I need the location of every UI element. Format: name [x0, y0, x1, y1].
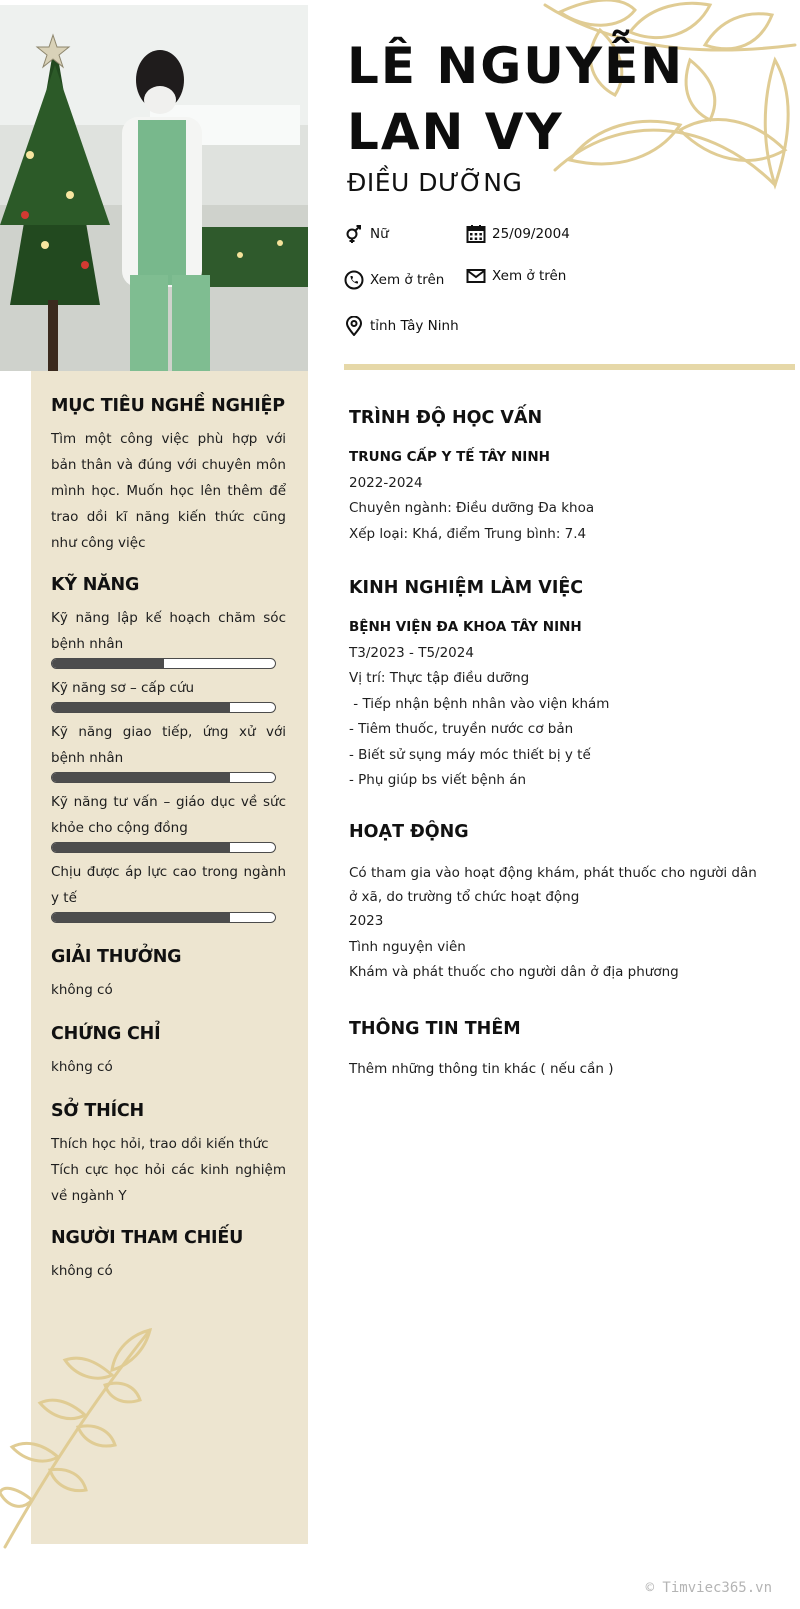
activities-year: 2023 [349, 913, 384, 929]
experience-duty: - Tiếp nhận bệnh nhân vào viện khám [349, 695, 610, 712]
email-icon [466, 266, 486, 286]
phone-info [344, 270, 444, 290]
objective-title: MỤC TIÊU NGHỀ NGHIỆP [51, 396, 285, 416]
email-info [466, 266, 566, 286]
skill-item [51, 789, 286, 853]
gender-text: Nữ [370, 226, 389, 242]
location-pin-icon [344, 316, 364, 336]
skill-bar [51, 658, 276, 669]
hobbies-line-1: Thích học hỏi, trao dồi kiến thức [51, 1136, 269, 1152]
sidebar-content [51, 371, 286, 1284]
skills-title: KỸ NĂNG [51, 575, 140, 595]
experience-title: KINH NGHIỆM LÀM VIỆC [349, 578, 584, 598]
dob-text: 25/09/2004 [492, 226, 570, 242]
skill-name: Kỹ năng sơ – cấp cứu [51, 680, 195, 696]
skill-name: Chịu được áp lực cao trong ngành y tế [51, 864, 286, 906]
experience-duty: - Phụ giúp bs viết bệnh án [349, 772, 527, 788]
references-text: không có [51, 1263, 113, 1279]
skill-name: Kỹ năng tư vấn – giáo dục về sức khỏe cho cộng đồng [51, 794, 286, 836]
activities-title: HOẠT ĐỘNG [349, 822, 469, 842]
dob-info [466, 224, 570, 244]
skill-name: Kỹ năng giao tiếp, ứng xử với bệnh nhân [51, 724, 286, 766]
skills-list [51, 605, 286, 923]
skill-bar-fill [52, 773, 230, 782]
address-info [344, 316, 459, 336]
phone-text: Xem ở trên [370, 272, 445, 288]
address-text: tỉnh Tây Ninh [370, 318, 459, 334]
gender-icon [344, 224, 364, 244]
skill-bar [51, 702, 276, 713]
activities-block [349, 861, 759, 986]
extra-text: Thêm những thông tin khác ( nếu cần ) [349, 1061, 614, 1077]
experience-company: BỆNH VIỆN ĐA KHOA TÂY NINH [349, 619, 582, 635]
experience-duty: - Tiêm thuốc, truyền nước cơ bản [349, 721, 574, 737]
education-title: TRÌNH ĐỘ HỌC VẤN [349, 408, 543, 428]
education-block [349, 445, 769, 547]
extra-title: THÔNG TIN THÊM [349, 1019, 521, 1039]
skill-bar [51, 772, 276, 783]
education-major: Chuyên ngành: Điều dưỡng Đa khoa [349, 500, 595, 516]
awards-text: không có [51, 982, 113, 998]
activities-detail: Khám và phát thuốc cho người dân ở địa phương [349, 964, 679, 980]
profile-photo [0, 5, 308, 371]
job-role: ĐIỀU DƯỠNG [347, 168, 523, 197]
skill-bar-fill [52, 659, 164, 668]
experience-block [349, 615, 769, 794]
objective-text: Tìm một công việc phù hợp với bản thân và đúng với chuyên môn mình học. Muốn học lên thêm để trao dồi kĩ năng kiến thức cũng như công việc [51, 431, 286, 551]
candidate-name [347, 33, 684, 165]
hobbies-title: SỞ THÍCH [51, 1101, 144, 1121]
email-text: Xem ở trên [492, 268, 567, 284]
header-divider [344, 364, 795, 370]
skill-item [51, 719, 286, 783]
skill-bar [51, 842, 276, 853]
awards-title: GIẢI THƯỞNG [51, 947, 182, 967]
education-grade: Xếp loại: Khá, điểm Trung bình: 7.4 [349, 525, 587, 542]
certificates-text: không có [51, 1059, 113, 1075]
name-line-1: LÊ NGUYỄN [347, 37, 685, 95]
skill-item [51, 859, 286, 923]
education-school: TRUNG CẤP Y TẾ TÂY NINH [349, 449, 550, 465]
skill-bar-fill [52, 913, 230, 922]
certificates-title: CHỨNG CHỈ [51, 1024, 161, 1044]
skill-bar-fill [52, 843, 230, 852]
education-period: 2022-2024 [349, 474, 423, 491]
activities-desc: Có tham gia vào hoạt động khám, phát thuốc cho người dân ở xã, do trường tổ chức hoạt động [349, 865, 757, 905]
calendar-icon [466, 224, 486, 244]
skill-item [51, 675, 286, 713]
skill-bar [51, 912, 276, 923]
experience-position: Vị trí: Thực tập điều dưỡng [349, 670, 530, 686]
hobbies-line-2: Tích cực học hỏi các kinh nghiệm về ngành Y [51, 1162, 286, 1204]
name-line-2: LAN VY [347, 103, 564, 161]
watermark: © Timviec365.vn [645, 1580, 772, 1596]
skill-item [51, 605, 286, 669]
skill-name: Kỹ năng lập kế hoạch chăm sóc bệnh nhân [51, 610, 286, 652]
skill-bar-fill [52, 703, 230, 712]
phone-icon [344, 270, 364, 290]
references-title: NGƯỜI THAM CHIẾU [51, 1228, 244, 1248]
experience-duty: - Biết sử sụng máy móc thiết bị y tế [349, 746, 591, 763]
leaf-decoration-bottom [0, 1325, 160, 1550]
activities-role: Tình nguyện viên [349, 938, 466, 955]
experience-period: T3/2023 - T5/2024 [349, 644, 474, 661]
gender-info [344, 224, 389, 244]
